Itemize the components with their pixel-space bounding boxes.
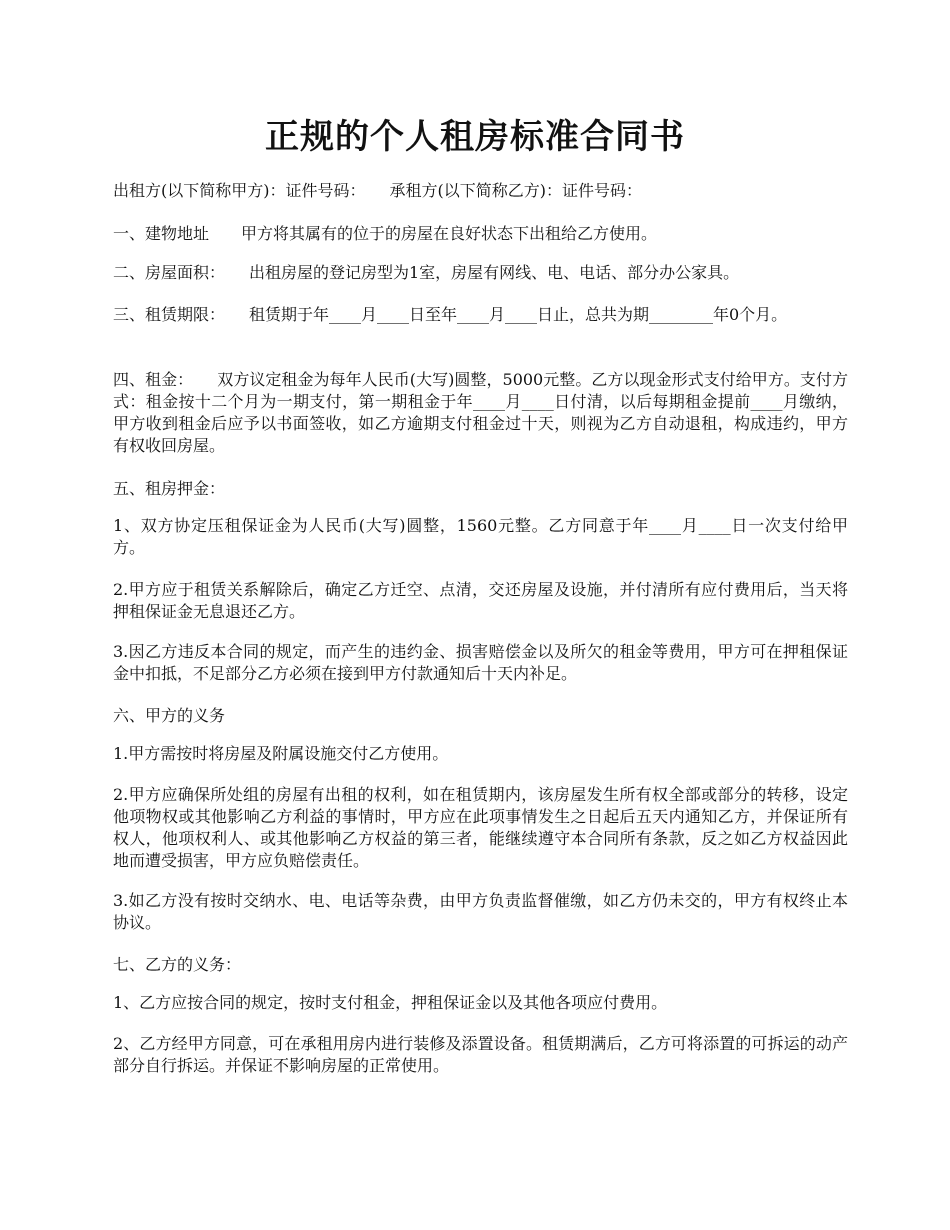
parties-line: 出租方(以下简称甲方)：证件号码： 承租方(以下简称乙方)：证件号码： [113,181,642,200]
clause-7-heading: 七、乙方的义务： [113,955,242,974]
clause-4-rent: 四、租金： 双方议定租金为每年人民币(大写)圆整，5000元整。乙方以现金形式支付给甲方。支付方式：租金按十二个月为一期支付，第一期租金于年____月____日付清，以后每期租金提前____月缴纳，甲方收到租金后应予以书面签收，如乙方逾期支付租金过十天，则视为乙方自动退租，构成违约，甲方有权收回房屋。 [113,370,848,455]
clause-6-item-3: 3.如乙方没有按时交纳水、电、电话等杂费，由甲方负责监督催缴，如乙方仍未交的，甲方有权终止本协议。 [113,891,848,932]
clause-5-item-2: 2.甲方应于租赁关系解除后，确定乙方迁空、点清，交还房屋及设施，并付清所有应付费用后，当天将押租保证金无息退还乙方。 [113,580,848,621]
clause-2-area: 二、房屋面积： 出租房屋的登记房型为1室，房屋有网线、电、电话、部分办公家具。 [113,263,740,282]
clause-5-heading: 五、租房押金： [113,479,226,498]
clause-6-heading: 六、甲方的义务 [113,706,226,725]
clause-3-term: 三、租赁期限： 租赁期于年____月____日至年____月____日止，总共为期________年0个月。 [113,305,788,324]
document-title: 正规的个人租房标准合同书 [265,117,685,157]
clause-1-address: 一、建物地址 甲方将其属有的位于的房屋在良好状态下出租给乙方使用。 [113,224,658,243]
clause-7-item-1: 1、乙方应按合同的规定，按时支付租金，押租保证金以及其他各项应付费用。 [113,993,668,1012]
clause-6-item-2: 2.甲方应确保所处组的房屋有出租的权利，如在租赁期内，该房屋发生所有权全部或部分的转移，设定他项物权或其他影响乙方利益的事情时，甲方应在此项事情发生之日起后五天内通知乙方，并保证所有权人，他项权利人、或其他影响乙方权益的第三者，能继续遵守本合同所有条款，反之如乙方权益因此地而遭受损害，甲方应负赔偿责任。 [113,785,848,870]
clause-7-item-2: 2、乙方经甲方同意，可在承租用房内进行装修及添置设备。租赁期满后，乙方可将添置的可拆运的动产部分自行拆运。并保证不影响房屋的正常使用。 [113,1034,848,1075]
clause-5-item-1: 1、双方协定压租保证金为人民币(大写)圆整，1560元整。乙方同意于年____月____日一次支付给甲方。 [113,516,848,557]
clause-5-item-3: 3.因乙方违反本合同的规定，而产生的违约金、损害赔偿金以及所欠的租金等费用，甲方可在押租保证金中扣抵，不足部分乙方必须在接到甲方付款通知后十天内补足。 [113,642,848,683]
clause-6-item-1: 1.甲方需按时将房屋及附属设施交付乙方使用。 [113,744,449,763]
